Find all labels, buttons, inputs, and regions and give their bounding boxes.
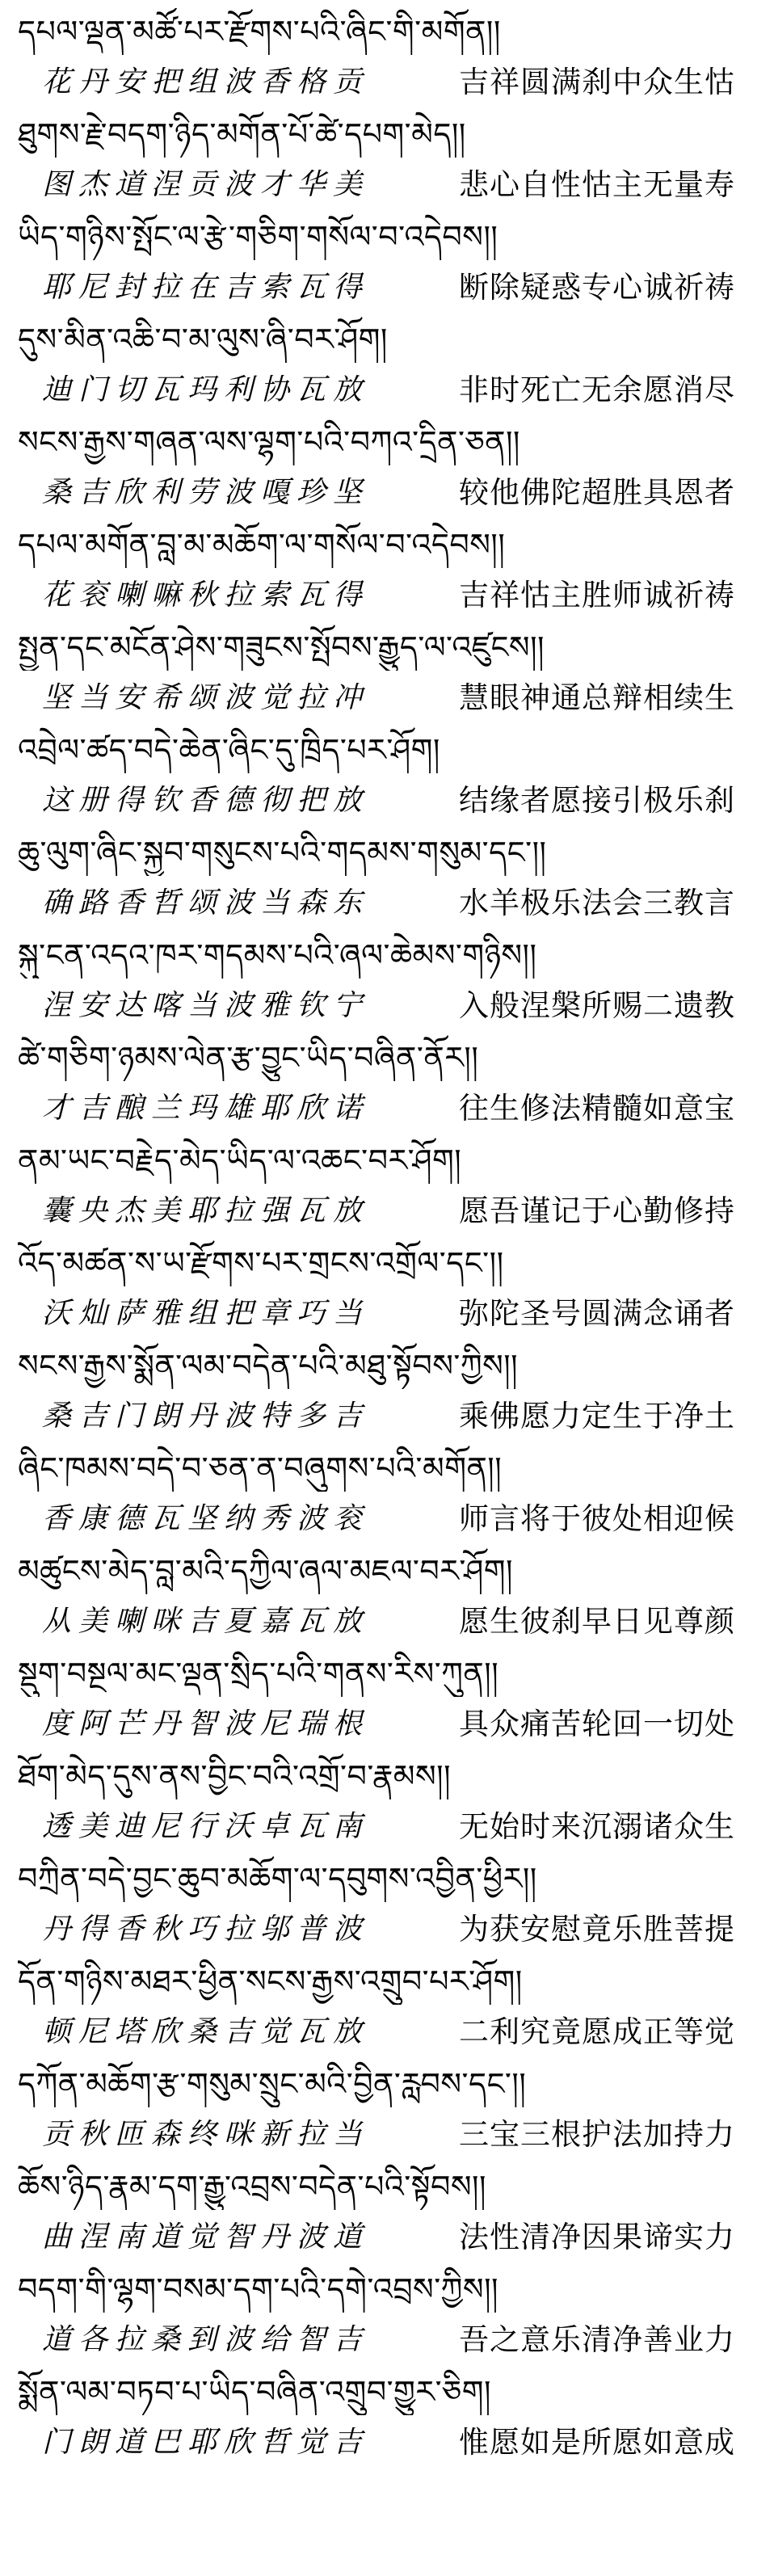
phonetic-line: 涅安达喀当波雅钦宁 [42,989,370,1022]
verse-16 [0,1544,774,1647]
meaning-line: 乘佛愿力定生于净土 [459,1399,735,1433]
meaning-line: 水羊极乐法会三教言 [459,886,735,920]
tibetan-line: འབྲེལ་ཚད་བདེ་ཆེན་ཞིང་དུ་ཁྲིད་པར་ཤོག། [18,732,440,768]
tibetan-line: ཡིད་གཉིས་སྤོང་ལ་རྩེ་གཅིག་གསོལ་བ་འདེབས།། [18,219,498,255]
tibetan-line: སྡུག་བསྔལ་མང་ལྡན་སྲིད་པའི་གནས་རིས་ཀུན།། [18,1656,499,1691]
phonetic-line: 花衮喇嘛秋拉索瓦得 [42,579,370,612]
verse-7 [0,621,774,723]
meaning-line: 为获安慰竟乐胜菩提 [459,1912,735,1947]
tibetan-line: སངས་རྒྱས་སྨོན་ལམ་བདེན་པའི་མཐུ་སྟོབས་ཀྱིས།། [18,1348,519,1383]
verse-22 [0,2160,774,2262]
meaning-line: 惟愿如是所愿如意成 [459,2425,735,2460]
phonetic-line: 沃灿萨雅组把章巧当 [42,1297,370,1330]
verse-2 [0,107,774,210]
phonetic-line: 确路香哲颂波当森东 [42,886,370,920]
phonetic-line: 桑吉欣利劳波嘎珍坚 [42,476,370,509]
meaning-line: 断除疑惑专心诚祈祷 [459,270,735,305]
verse-1 [0,5,774,107]
meaning-line: 愿生彼刹早日见尊颜 [459,1604,735,1639]
tibetan-line: སྨོན་ལམ་བཏབ་པ་ཡིད་བཞིན་འགྲུབ་གྱུར་ཅིག། [18,2374,491,2410]
tibetan-line: ཐུགས་རྗེ་བདག་ཉིད་མགོན་པོ་ཚེ་དཔག་མེད།། [18,116,466,152]
tibetan-line: དུས་མིན་འཆི་བ་མ་ལུས་ཞི་བར་ཤོག། [18,322,388,357]
phonetic-line: 透美迪尼行沃卓瓦南 [42,1810,370,1843]
verse-24 [0,2365,774,2468]
meaning-line: 结缘者愿接引极乐刹 [459,783,735,818]
meaning-line: 慧眼神通总辩相续生 [459,680,735,715]
verse-6 [0,518,774,621]
meaning-line: 具众痛苦轮回一切处 [459,1707,735,1741]
tibetan-line: དོན་གཉིས་མཐར་ཕྱིན་སངས་རྒྱས་འགྲུབ་པར་ཤོག། [18,1964,523,1999]
phonetic-line: 贡秋匝森终咪新拉当 [42,2118,370,2151]
phonetic-line: 从美喇咪吉夏嘉瓦放 [42,1605,370,1638]
tibetan-line: བདག་གི་ལྷག་བསམ་དག་པའི་དགེ་འབྲས་ཀྱིས།། [18,2271,498,2307]
phonetic-line: 顿尼塔欣桑吉觉瓦放 [42,2015,370,2048]
meaning-line: 弥陀圣号圆满念诵者 [459,1296,735,1331]
tibetan-line: དཀོན་མཆོག་རྩ་གསུམ་སྲུང་མའི་བྱིན་རླབས་དང་།། [18,2066,527,2102]
phonetic-line: 囊央杰美耶拉强瓦放 [42,1194,370,1227]
tibetan-line: མཚུངས་མེད་བླ་མའི་དཀྱིལ་ཞལ་མཇལ་བར་ཤོག། [18,1553,513,1589]
verse-12 [0,1134,774,1236]
tibetan-line: ཆོས་ཉིད་རྣམ་དག་རྒྱུ་འབྲས་བདེན་པའི་སྟོབས།། [18,2169,486,2204]
phonetic-line: 门朗道巴耶欣哲觉吉 [42,2426,370,2459]
meaning-line: 入般涅槃所赐二遗教 [459,988,735,1023]
meaning-line: 三宝三根护法加持力 [459,2117,735,2152]
meaning-line: 愿吾谨记于心勤修持 [459,1193,735,1228]
meaning-line: 法性清净因果谛实力 [459,2220,735,2254]
verse-23 [0,2262,774,2365]
verse-20 [0,1955,774,2057]
tibetan-line: དཔལ་ལྡན་མཚོ་པར་རྫོགས་པའི་ཞིང་གི་མགོན།། [18,14,501,49]
tibetan-line: སྐུ་ངན་འདའ་ཁར་གདམས་པའི་ཞལ་ཆེམས་གཉིས།། [18,937,537,973]
meaning-line: 吉祥怙主胜师诚祈祷 [459,578,735,612]
meaning-line: 二利究竟愿成正等觉 [459,2014,735,2049]
meaning-line: 较他佛陀超胜具恩者 [459,475,735,510]
verse-21 [0,2057,774,2160]
tibetan-line: འོད་མཚན་ས་ཡ་རྫོགས་པར་གྲངས་འགྲོལ་དང་།། [18,1245,504,1281]
phonetic-line: 桑吉门朗丹波特多吉 [42,1400,370,1433]
phonetic-line: 曲涅南道觉智丹波道 [42,2220,370,2254]
phonetic-line: 丹得香秋巧拉邬普波 [42,1913,370,1946]
phonetic-line: 坚当安希颂波觉拉冲 [42,681,370,714]
verse-4 [0,313,774,415]
phonetic-line: 花丹安把组波香格贡 [42,65,370,99]
verse-3 [0,210,774,313]
meaning-line: 吉祥圆满刹中众生怙 [459,65,735,99]
verse-15 [0,1442,774,1544]
tibetan-line: ཆུ་ལུག་ཞིང་སྐྱབ་གསུངས་པའི་གདམས་གསུམ་དང་།། [18,835,547,870]
phonetic-line: 道各拉桑到波给智吉 [42,2323,370,2356]
meaning-line: 无始时来沉溺诸众生 [459,1809,735,1844]
verse-13 [0,1236,774,1339]
verse-11 [0,1031,774,1134]
phonetic-line: 图杰道涅贡波才华美 [42,168,370,201]
verse-18 [0,1749,774,1852]
tibetan-line: ནམ་ཡང་བརྗེད་མེད་ཡིད་ལ་འཆང་བར་ཤོག། [18,1143,462,1178]
verse-10 [0,928,774,1031]
verse-5 [0,415,774,518]
tibetan-line: ཚེ་གཅིག་ཉམས་ལེན་རྩ་བྱུང་ཡིད་བཞིན་ནོར།། [18,1040,479,1075]
phonetic-line: 才吉酿兰玛雄耶欣诺 [42,1092,370,1125]
tibetan-line: སྤྱན་དང་མངོན་ཤེས་གཟུངས་སྤོབས་རྒྱུད་ལ་འཛུངས།། [18,629,545,665]
tibetan-line: ཞིང་ཁམས་བདེ་བ་ཅན་ན་བཞུགས་པའི་མགོན།། [18,1450,503,1486]
meaning-line: 师言将于彼处相迎候 [459,1501,735,1536]
verse-17 [0,1647,774,1749]
verse-19 [0,1852,774,1955]
meaning-line: 吾之意乐清净善业力 [459,2322,735,2357]
verse-14 [0,1339,774,1442]
tibetan-line: ཐོག་མེད་དུས་ནས་བྱིང་བའི་འགྲོ་བ་རྣམས།། [18,1758,452,1794]
phonetic-line: 迪门切瓦玛利协瓦放 [42,373,370,406]
tibetan-line: སངས་རྒྱས་གཞན་ལས་ལྷག་པའི་བཀའ་དྲིན་ཅན།། [18,424,520,460]
phonetic-line: 香康德瓦坚纳秀波衮 [42,1502,370,1535]
verse-9 [0,826,774,928]
meaning-line: 往生修法精髓如意宝 [459,1091,735,1126]
verse-8 [0,723,774,826]
phonetic-line: 这册得钦香德彻把放 [42,784,370,817]
phonetic-line: 度阿芒丹智波尼瑞根 [42,1707,370,1740]
meaning-line: 悲心自性怙主无量寿 [459,167,735,202]
tibetan-line: དཔལ་མགོན་བླ་མ་མཆོག་ལ་གསོལ་བ་འདེབས།། [18,527,506,562]
phonetic-line: 耶尼封拉在吉索瓦得 [42,271,370,304]
meaning-line: 非时死亡无余愿消尽 [459,373,735,407]
tibetan-line: བཀྲིན་བདེ་བྱང་ཆུབ་མཆོག་ལ་དབུགས་འབྱིན་ཕྱིར།། [18,1861,537,1896]
